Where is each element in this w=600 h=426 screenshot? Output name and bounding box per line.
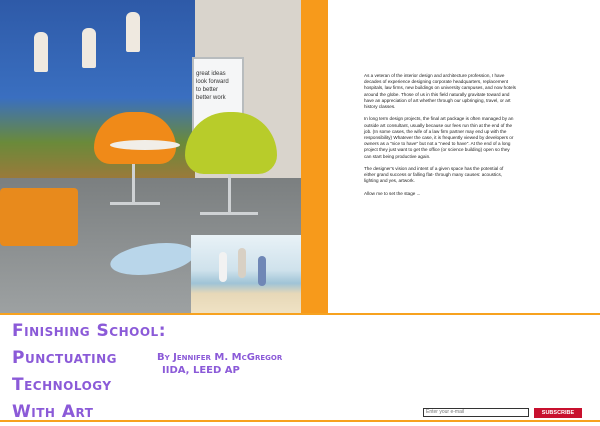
title-line: Finishing School:	[12, 321, 166, 341]
article-paragraph: As a veteran of the interior design and architecture profession, I have decades of experience designing corporate headquarters, replacement hospitals, law firms, new buildings on university campuses, and now hotels around the globe. Those of us in this field naturally gravitate toward and have an appreciation of art whether through our upbringing, travel, or art history classes.	[364, 73, 516, 110]
author-name: By Jennifer M. McGregor	[157, 352, 283, 363]
chair-leg	[132, 164, 135, 204]
article-paragraph: In long term design projects, the final art package is often managed by an outside art consultant, usually because our fees run thin at the end of the job. (In some cases, the wife of a law firm partner may end up with the responsibility) Whatever the case, it is frequently viewed by developers or owners as a "nice to have" but not a "need to have". At the end of a long project they just want to get the office (or science building) open so they can start being productive again.	[364, 116, 514, 159]
top-divider	[0, 313, 600, 315]
office-photo	[0, 0, 301, 313]
article-body	[364, 73, 516, 203]
title-line: Technology	[12, 375, 112, 395]
article-paragraph: The designer's vision and intent of a given space has the potential of either grand success or falling flat- through many causes: acoustics, lighting and yes, artwork.	[364, 166, 504, 184]
orange-accent-strip	[301, 0, 328, 313]
chair-base	[200, 212, 258, 215]
painted-figure	[82, 28, 96, 68]
beach-person	[258, 256, 266, 286]
title-line: Punctuating	[12, 348, 118, 368]
byline	[157, 351, 282, 377]
whiteboard-text: great ideas look forward to better better work	[196, 71, 229, 101]
beach-photo	[191, 235, 301, 313]
painted-figure	[126, 12, 140, 52]
title-line: With Art	[12, 402, 94, 422]
painted-figure	[34, 32, 48, 72]
email-input[interactable]	[423, 408, 529, 417]
side-table	[110, 140, 180, 150]
author-credentials: IIDA, LEED AP	[162, 365, 240, 376]
chair-base	[110, 202, 160, 205]
beach-person	[219, 252, 227, 282]
subscribe-button[interactable]: SUBSCRIBE	[534, 408, 582, 418]
article-paragraph: Allow me to set the stage ...	[364, 190, 421, 196]
chair-leg	[228, 174, 231, 214]
beach-person	[238, 248, 246, 278]
orange-ottoman	[0, 188, 78, 246]
